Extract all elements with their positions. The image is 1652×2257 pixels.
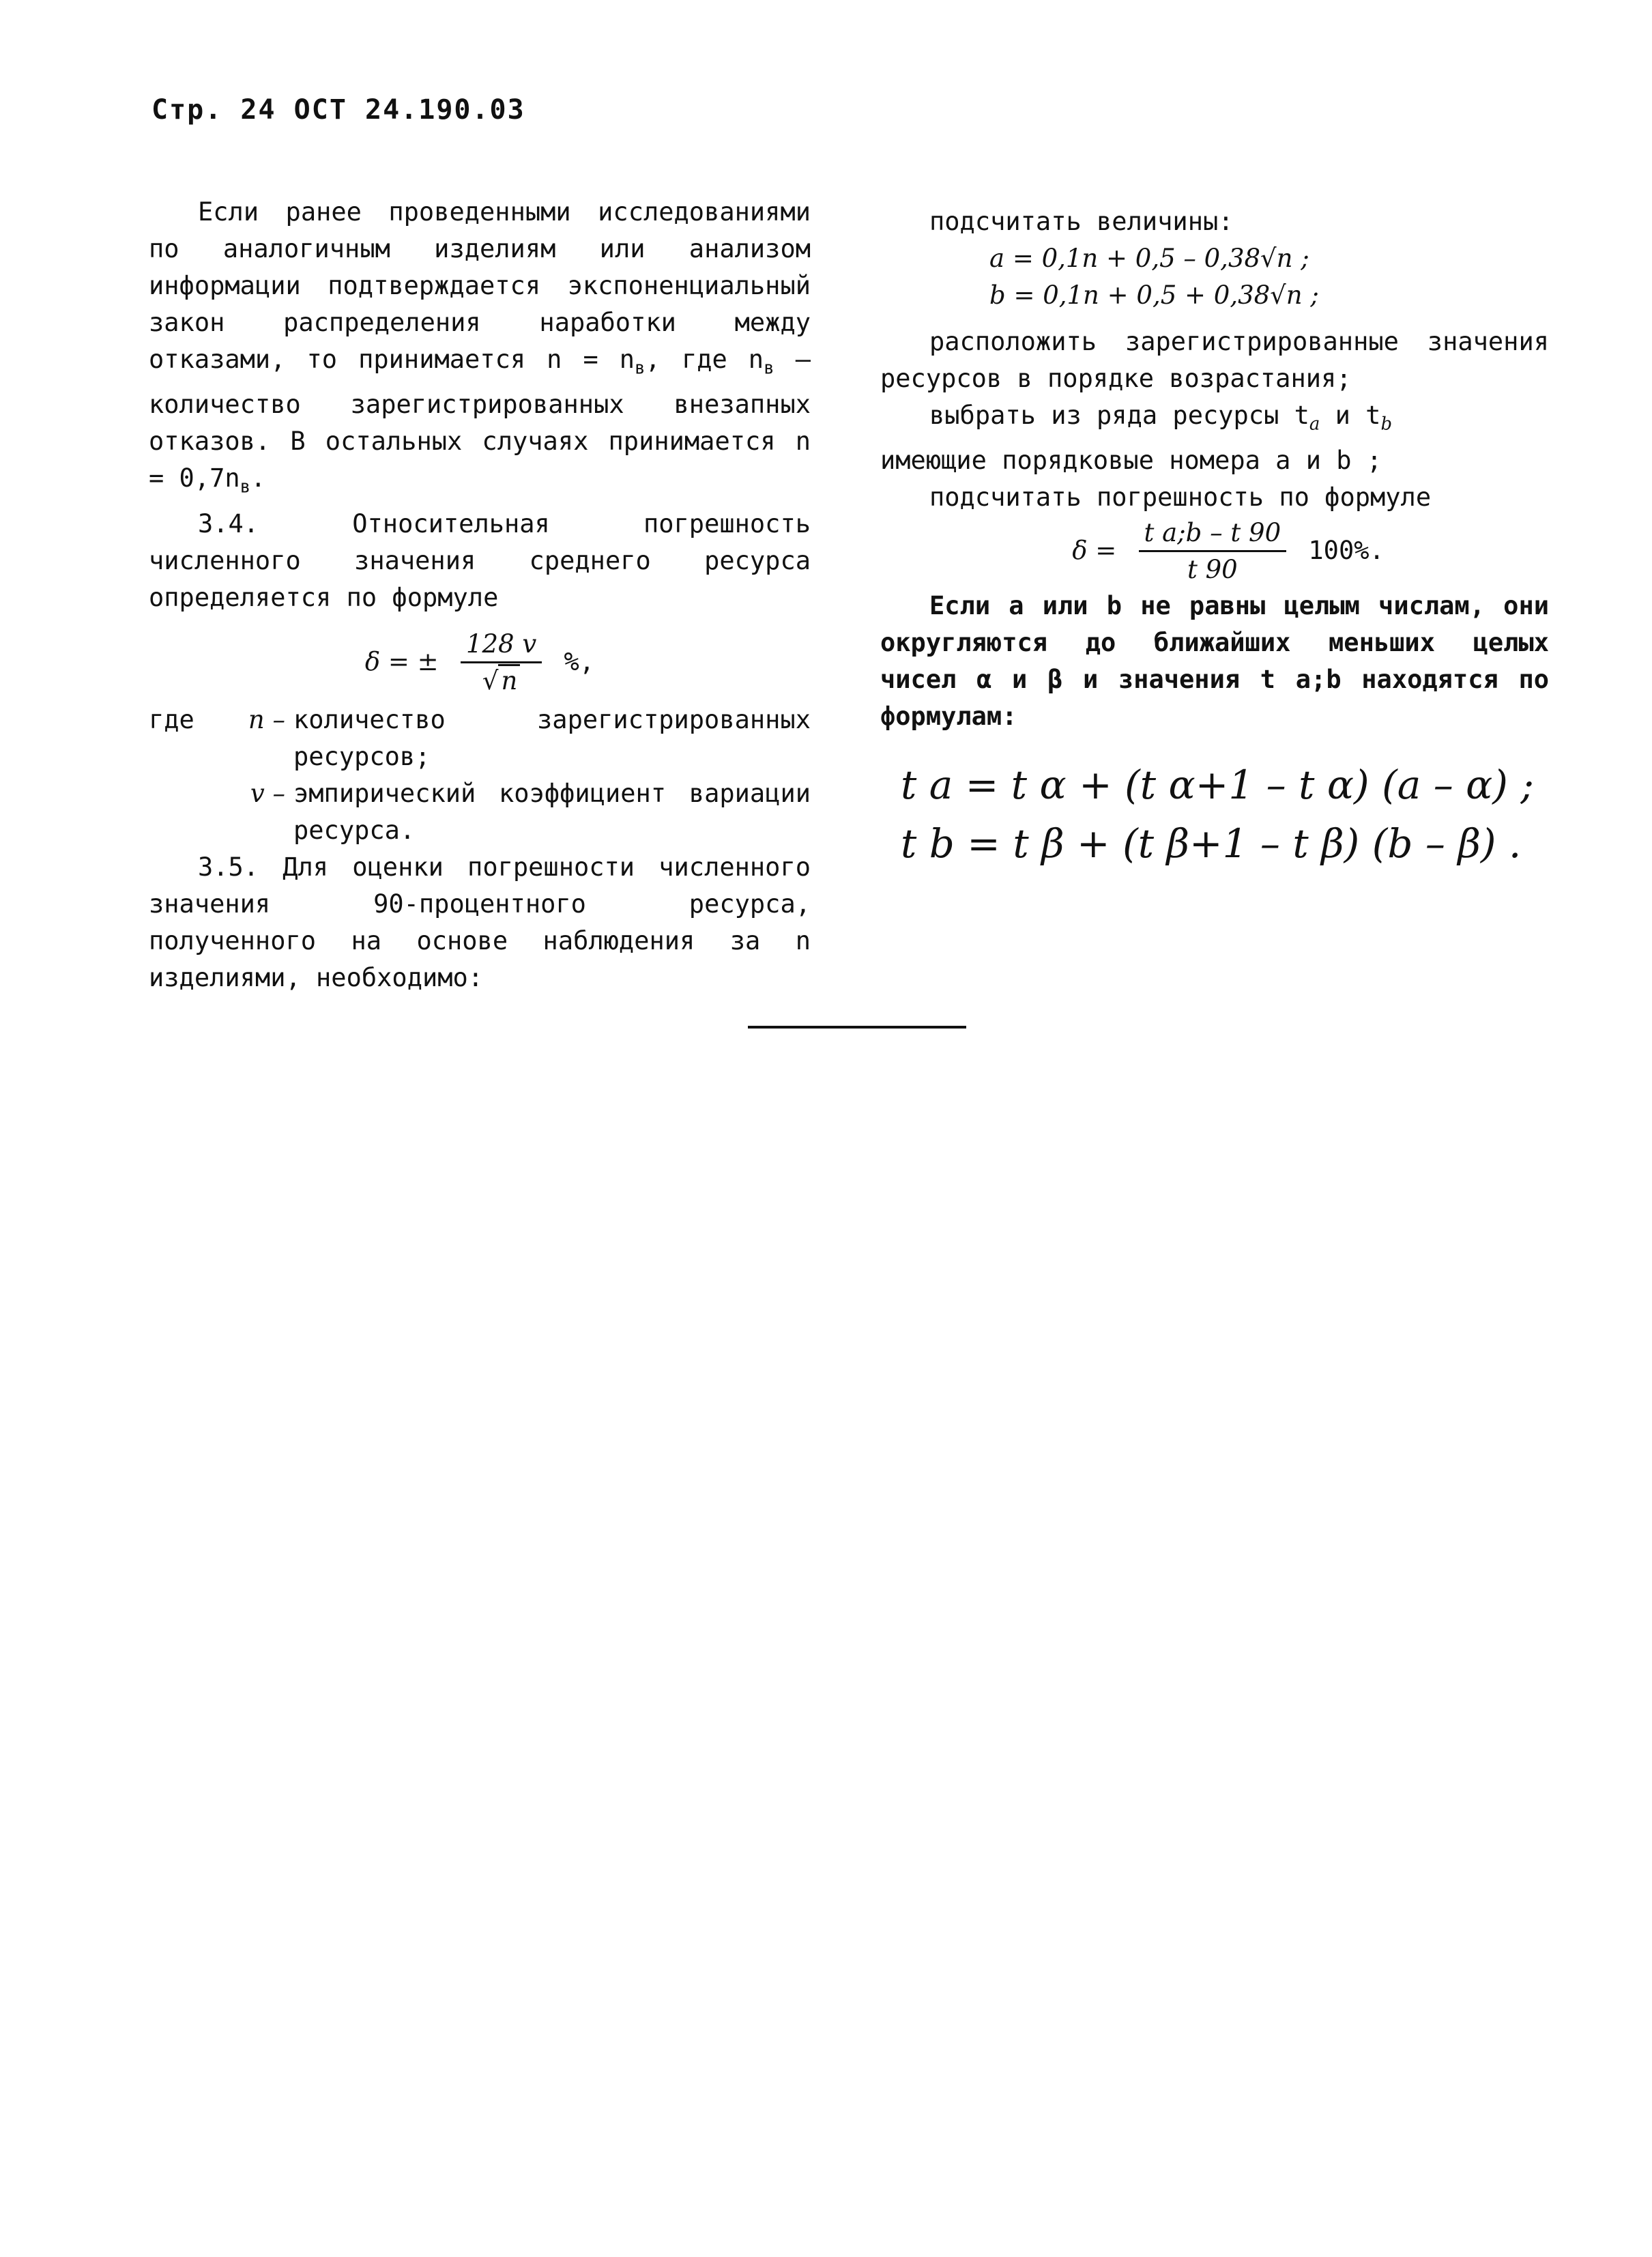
formula-block-t (880, 756, 1549, 873)
text: , где n (645, 345, 764, 374)
paragraph-3-4: 3.4. Относительная погрешность численного значения среднего ресурса определяется по формуле (149, 508, 811, 612)
subscript: в (635, 358, 646, 379)
right-column (880, 203, 1549, 873)
formula-tail: %, (564, 646, 595, 676)
formula-lhs: δ = (1072, 536, 1117, 566)
text: . (250, 463, 266, 493)
text: выбрать из ряда ресурсы t (929, 401, 1309, 430)
text: Если ранее проведенными исследованиями по аналогичным изделиям или анализом информации подтверждается экспоненциальный закон распределения наработки между отказами, то принимается n = n (149, 197, 811, 374)
subscript: в (240, 476, 251, 498)
where-row-n (149, 702, 811, 775)
formula-tail: 100%. (1308, 536, 1385, 566)
subscript: в (764, 358, 774, 379)
symbol: v – (250, 778, 285, 808)
formula-lhs: δ = ± (364, 646, 439, 676)
formula-t-a: t a = t α + (t α+1 – t α) (a – α) ; (901, 762, 1534, 809)
fraction (461, 627, 542, 699)
definition: количество зарегистрированных ресурсов; (293, 704, 811, 771)
formula-a: a = 0,1n + 0,5 – 0,38√n ; (989, 244, 1309, 273)
numerator: 128 v (461, 627, 542, 663)
text: – количество зарегистрированных внезапных отказов. В остальных случаях принимается n = 0,7n (149, 345, 811, 493)
paragraph-3-5: 3.5. Для оценки погрешности численного значения 90-процентного ресурса, полученного на основе наблюдения за n изделиями, необходимо: (149, 852, 811, 992)
fraction (1139, 516, 1287, 588)
line-ordinal: имеющие порядковые номера a и b ; (880, 446, 1382, 476)
line-select (880, 397, 1549, 442)
denominator: t 90 (1187, 555, 1238, 585)
page-header: Стр. 24 ОСТ 24.190.03 (151, 94, 525, 126)
paragraph-rounding: Если a или b не равны целым числам, они округляются до ближайших меньших целых чисел α и β и значения t a;b находятся по формулам: (880, 591, 1549, 732)
definition: эмпирический коэффициент вариации ресурса. (293, 778, 811, 845)
left-column (149, 194, 811, 996)
where-label: где (149, 704, 194, 734)
subscript: b (1380, 414, 1393, 435)
formula-b: b = 0,1n + 0,5 + 0,38√n ; (989, 281, 1319, 310)
subscript: a (1309, 414, 1320, 435)
formula-t-b: t b = t β + (t β+1 – t β) (b – β) . (901, 820, 1522, 867)
symbol: n – (248, 704, 285, 734)
line-arrange: расположить зарегистрированные значения ресурсов в порядке возрастания; (880, 327, 1549, 393)
where-row-v (149, 775, 811, 849)
paragraph-exponential-law (149, 194, 811, 506)
line-calc: подсчитать величины: (929, 207, 1234, 236)
line-compute-error: подсчитать погрешность по формуле (929, 483, 1432, 513)
formula-delta-90 (880, 516, 1549, 588)
denominator: √ n (461, 663, 542, 699)
numerator: t a;b – t 90 (1139, 516, 1287, 552)
end-rule (748, 1026, 966, 1029)
formula-relative-error (149, 627, 811, 699)
text: и t (1320, 401, 1381, 430)
sqrt-arg: n (498, 664, 520, 695)
